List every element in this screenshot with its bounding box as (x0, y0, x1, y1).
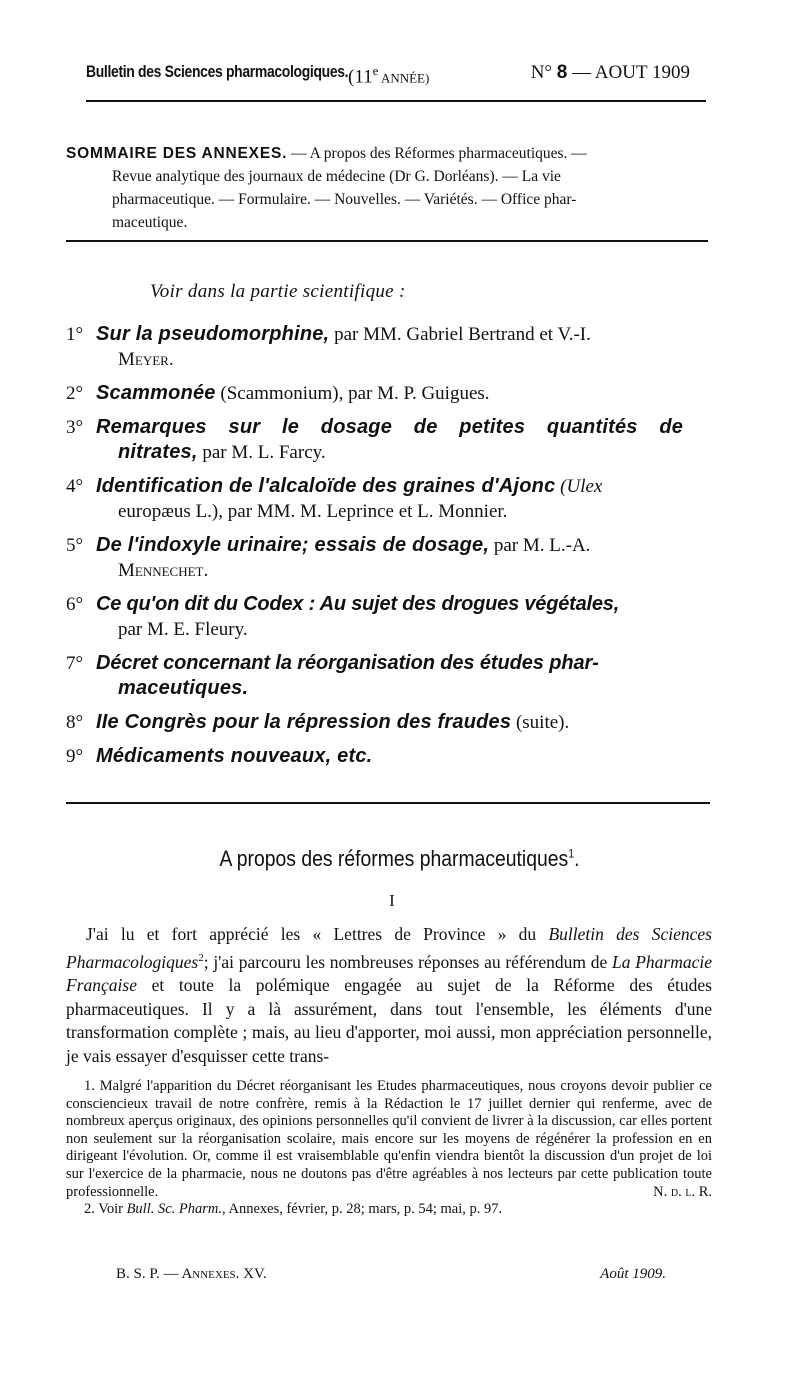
item-rest: (suite). (511, 712, 570, 733)
sommaire-text-1: — A propos des Réformes pharmaceutiques. — (287, 145, 587, 162)
voir-heading: Voir dans la partie scientifique : (150, 281, 406, 302)
item-number: 6° (66, 594, 84, 615)
journal-name: Bulletin des Sciences pharmacologiques. (86, 62, 349, 81)
para-footnote-ref: 2 (198, 951, 204, 964)
article-paragraph (66, 923, 712, 1068)
footnote-1-signature: N. d. l. R. (653, 1183, 712, 1200)
footnotes (66, 1078, 712, 1219)
footnote-2-text-a: 2. Voir (84, 1201, 127, 1218)
item-rest: (Scammonium), par M. P. Guigues. (215, 383, 490, 404)
list-item (66, 651, 710, 701)
para-journal-ref-2: La Pharmacie Française (66, 951, 712, 996)
year-sup: e (372, 63, 379, 78)
list-item (66, 592, 710, 642)
item-number: 9° (66, 746, 84, 767)
article-title-end: . (574, 846, 580, 871)
section-number: I (389, 891, 395, 910)
contents-rule (66, 802, 710, 804)
footnote-1-text: 1. Malgré l'apparition du Décret réorganisant les Etudes pharmaceutiques, nous croyons devoir publier ce consciencieux travail de notre confrère, remis à la Rédaction le 17 juillet dernier qui renferme, avec de nombreux aperçus originaux, des opinions personnelles qu'il convient de livrer à la discussion, car elles portent non seulement sur la réorganisation scolaire, mais encore sur les moyens de régénérer la profession en en dirigeant l'évolution. Or, comme il est vraisemblable qu'enfin viendra bientôt la discussion d'un projet de loi sur l'exercice de la pharmacie, nous ne doutons pas d'être agréables à nos lecteurs par cette publication toute professionnelle. (66, 1078, 712, 1200)
article-title-note: 1 (568, 846, 575, 861)
sommaire-line-4: maceutique. (112, 214, 188, 231)
item-rest: par MM. Gabriel Bertrand et V.-I. (329, 324, 591, 345)
header-rule (86, 100, 706, 102)
list-item (66, 381, 710, 406)
footnote-2-text-c: , Annexes, février, p. 28; mars, p. 54; mai, p. 97. (222, 1201, 503, 1218)
list-item (66, 533, 710, 583)
footnote-2-ref: Bull. Sc. Pharm. (126, 1201, 223, 1218)
item-number: 4° (66, 476, 84, 497)
item-title: Sur la pseudomorphine, (96, 323, 330, 345)
list-item (66, 415, 710, 465)
item-title: Identification de l'alcaloïde des graines d'Ajonc (96, 475, 556, 497)
para-journal-ref: Bulletin des Sciences Pharmacologiques (66, 924, 712, 972)
item-title-cont: maceutiques. (118, 677, 249, 699)
item-continuation: par M. L. Farcy. (197, 442, 326, 463)
item-number: 7° (66, 653, 84, 674)
footer-right: Août 1909. (600, 1266, 666, 1282)
item-number: 1° (66, 324, 84, 345)
list-item (66, 744, 710, 769)
list-item (66, 322, 710, 372)
item-continuation: Meyer. (118, 349, 174, 370)
item-title: Remarques sur le dosage de petites quantités de (96, 416, 684, 438)
issue-label (531, 62, 690, 84)
footnote-2 (66, 1201, 712, 1219)
article-title (0, 846, 800, 872)
item-continuation: europæus L.), par MM. M. Leprince et L. Monnier. (118, 501, 508, 522)
article-title-text: A propos des réformes pharmaceutiques (220, 846, 569, 871)
running-header (86, 62, 706, 88)
year-open: (11 (348, 66, 373, 88)
sommaire-line-2: Revue analytique des journaux de médecine (Dr G. Dorléans). — La vie (112, 168, 561, 185)
item-rest: etc. (331, 745, 373, 767)
item-continuation: par M. E. Fleury. (118, 619, 248, 640)
issue-number: 8 (556, 62, 568, 83)
sommaire-block (66, 142, 708, 234)
issue-date: — AOUT 1909 (567, 62, 690, 83)
item-continuation: Mennechet. (118, 560, 209, 581)
sommaire-line-3: pharmaceutique. — Formulaire. — Nouvelles. — Variétés. — Office phar- (112, 191, 577, 208)
item-title-cont: nitrates, (118, 441, 198, 463)
sommaire-line-1 (66, 142, 708, 165)
item-title: De l'indoxyle urinaire; essais de dosage, (96, 534, 490, 556)
para-text-d: ; j'ai parcouru les nombreuses réponses au référendum de (203, 951, 612, 972)
item-number: 3° (66, 417, 84, 438)
sommaire-label: SOMMAIRE DES ANNEXES. (66, 145, 288, 162)
year-label (348, 62, 429, 88)
item-number: 2° (66, 383, 84, 404)
list-item (66, 474, 710, 524)
item-number: 5° (66, 535, 84, 556)
item-rest: par M. L.-A. (489, 535, 591, 556)
para-text-f: et toute la polémique engagée au sujet de la Réforme des études pharmaceutiques. Il y a là assurément, dans tout l'ensemble, les éléments d'une transformation complète ; mais, au lieu d'apporter, moi aussi, mon appréciation personnelle, je vais essayer d'esquisser cette trans- (66, 975, 712, 1066)
item-number: 8° (66, 712, 84, 733)
item-title: Scammonée (96, 382, 216, 404)
para-text-a: J'ai lu et fort apprécié les « Lettres de Province » du (86, 924, 549, 944)
footnote-1 (66, 1078, 712, 1201)
item-title: Ce qu'on dit du Codex : Au sujet des drogues végétales, (96, 593, 620, 615)
item-title: Décret concernant la réorganisation des études phar- (96, 652, 599, 674)
issue-prefix: N° (530, 62, 557, 83)
item-rest: (Ulex (555, 476, 603, 497)
list-item (66, 710, 710, 735)
contents-list (66, 322, 710, 778)
year-rest: ANNÉE) (378, 70, 430, 86)
item-title: IIe Congrès pour la répression des fraudes (96, 711, 512, 733)
item-title: Médicaments nouveaux, (96, 745, 332, 767)
sommaire-rule (66, 240, 708, 242)
footer-left: B. S. P. — Annexes. XV. (116, 1266, 267, 1282)
